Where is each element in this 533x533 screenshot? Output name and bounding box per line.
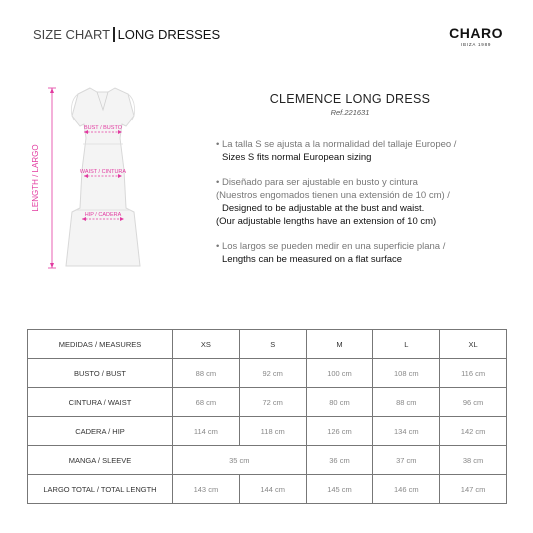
table-header-l: L [373,330,440,359]
table-header-xl: XL [440,330,507,359]
note-adjustable-en-2: (Our adjustable lengths have an extension of 10 cm) [216,216,437,227]
row-label-length: LARGO TOTAL / TOTAL LENGTH [28,475,173,504]
table-cell: 142 cm [440,417,507,446]
table-cell: 143 cm [173,475,240,504]
size-table [27,329,507,504]
product-title-block [250,92,450,117]
length-label: LENGTH / LARGO [31,144,40,212]
table-row [28,475,507,504]
note-sizing [216,138,516,164]
table-cell: 36 cm [306,446,373,475]
table-cell: 37 cm [373,446,440,475]
table-row [28,446,507,475]
row-label-hip: CADERA / HIP [28,417,173,446]
size-chart-title: SIZE CHART [33,26,111,42]
note-adjustable-es-2: (Nuestros engomados tienen una extensión de 10 cm) / [216,190,450,201]
note-lengths-es: • Los largos se pueden medir en una superficie plana / [216,241,446,252]
table-cell: 72 cm [239,388,306,417]
table-header-measures: MEDIDAS / MEASURES [28,330,173,359]
table-cell: 80 cm [306,388,373,417]
dress-figure [0,80,200,280]
table-row [28,417,507,446]
note-sizing-es: • La talla S se ajusta a la normalidad del tallaje Europeo / [216,139,457,150]
table-header-xs: XS [173,330,240,359]
table-cell: 100 cm [306,359,373,388]
table-cell: 88 cm [373,388,440,417]
category-title: LONG DRESSES [117,26,221,42]
table-cell: 96 cm [440,388,507,417]
table-header-row [28,330,507,359]
dress-shape [66,88,140,266]
length-measure [48,88,56,268]
table-row [28,388,507,417]
page-header [33,24,220,44]
note-lengths-en: Lengths can be measured on a flat surface [222,254,403,265]
table-row [28,359,507,388]
table-cell: 144 cm [239,475,306,504]
header-divider [113,27,115,42]
table-cell: 134 cm [373,417,440,446]
table-cell: 118 cm [239,417,306,446]
table-cell: 145 cm [306,475,373,504]
note-adjustable-en: Designed to be adjustable at the bust and waist. [222,203,425,214]
brand-name: CHARO [449,25,503,41]
product-name: CLEMENCE LONG DRESS [269,92,431,106]
table-cell: 126 cm [306,417,373,446]
table-cell: 88 cm [173,359,240,388]
note-adjustable-es: • Diseñado para ser ajustable en busto y cintura [216,177,418,188]
table-cell: 147 cm [440,475,507,504]
row-label-waist: CINTURA / WAIST [28,388,173,417]
size-notes [216,138,516,278]
table-cell: 146 cm [373,475,440,504]
table-cell: 68 cm [173,388,240,417]
table-header-m: M [306,330,373,359]
table-cell: 38 cm [440,446,507,475]
table-cell: 35 cm [173,446,307,475]
table-cell: 114 cm [173,417,240,446]
brand-logo [449,26,503,47]
note-sizing-en: Sizes S fits normal European sizing [222,152,372,163]
table-cell: 92 cm [239,359,306,388]
note-adjustable [216,176,516,228]
note-lengths [216,240,516,266]
waist-label: WAIST / CINTURA [79,169,127,175]
product-ref: Ref.221631 [330,108,370,117]
dress-illustration [0,80,200,280]
table-header-s: S [239,330,306,359]
row-label-sleeve: MANGA / SLEEVE [28,446,173,475]
bust-label: BUST / BUSTO [83,125,123,131]
table-cell: 108 cm [373,359,440,388]
hip-label: HIP / CADERA [84,212,122,218]
row-label-bust: BUSTO / BUST [28,359,173,388]
table-cell: 116 cm [440,359,507,388]
brand-tagline: IBIZA 1989 [460,42,492,47]
